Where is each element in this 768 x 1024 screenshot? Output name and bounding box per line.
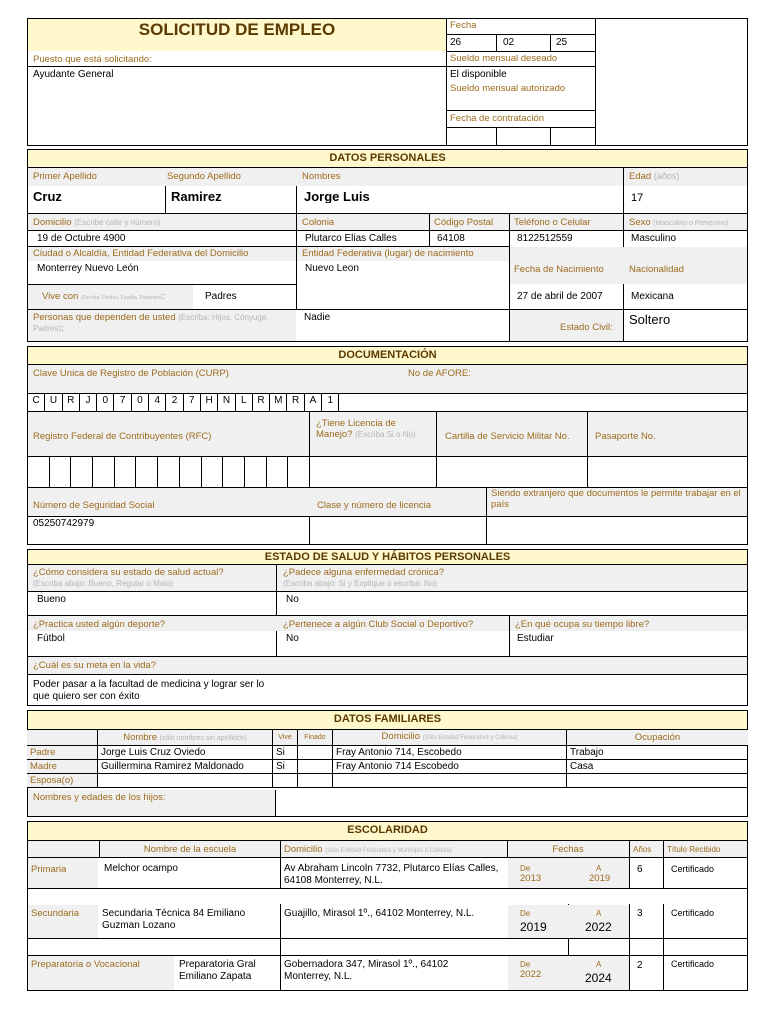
rfc-char-box[interactable] bbox=[202, 456, 224, 487]
fam-rel-padre: Padre bbox=[27, 746, 98, 760]
ciudad-field[interactable]: Monterrey Nuevo León bbox=[37, 263, 139, 274]
fam-vive-padre[interactable]: Si bbox=[273, 746, 298, 760]
esc-de-primaria[interactable]: 2013 bbox=[520, 873, 542, 884]
curp-char-box[interactable]: J bbox=[80, 393, 97, 411]
fecha-nac-field[interactable]: 27 de abril de 2007 bbox=[517, 291, 603, 302]
fam-finado-padre[interactable] bbox=[298, 746, 333, 760]
rfc-char-box[interactable] bbox=[223, 456, 245, 487]
clase-licencia-label: Clase y número de licencia bbox=[317, 500, 432, 511]
esc-nivel-secundaria: Secundaria bbox=[31, 908, 80, 919]
curp-char-box[interactable]: 2 bbox=[166, 393, 183, 411]
curp-char-box[interactable]: N bbox=[218, 393, 235, 411]
hijos-label: Nombres y edades de los hijos: bbox=[33, 792, 166, 803]
vive-con-label: Vive con (Escriba: Padres, Familia, Parientes): bbox=[42, 291, 165, 302]
esc-col-anios: Años bbox=[633, 845, 652, 854]
esc-col-domicilio: Domicilio (Sólo Entidad Federativa y Municipio o Colonia) bbox=[284, 844, 452, 855]
curp-char-box[interactable]: A bbox=[305, 393, 322, 411]
colonia-label: Colonia bbox=[302, 217, 335, 228]
salud-estado-field[interactable]: Bueno bbox=[37, 594, 66, 605]
primer-apellido-field[interactable]: Cruz bbox=[33, 191, 62, 203]
datos-personales-title: DATOS PERSONALES bbox=[28, 150, 747, 168]
esc-a-label-secundaria: A bbox=[596, 909, 602, 918]
salud-estado-label: ¿Cómo considera su estado de salud actual? bbox=[33, 567, 224, 578]
fam-domicilio-madre[interactable]: Fray Antonio 714 Escobedo bbox=[333, 760, 567, 774]
colonia-field[interactable]: Plutarco Elias Calles bbox=[305, 233, 397, 244]
fam-domicilio-esposa[interactable] bbox=[333, 774, 567, 788]
nacionalidad-label: Nacionalidad bbox=[629, 264, 684, 275]
esc-escuela-primaria[interactable]: Melchor ocampo bbox=[104, 863, 178, 874]
fam-col-finado: Finado bbox=[298, 730, 333, 746]
header-photo-area bbox=[595, 18, 748, 146]
dependientes-label: Personas que dependen de usted (Escriba: Hijos, Cónyuge, Padres): bbox=[33, 312, 269, 334]
sueldo-deseado-label: Sueldo mensual deseado bbox=[450, 53, 558, 64]
curp-boxes bbox=[28, 393, 748, 411]
curp-char-box[interactable]: 0 bbox=[97, 393, 114, 411]
fam-finado-madre[interactable] bbox=[298, 760, 333, 774]
licencia-label: ¿Tiene Licencia de Manejo? (Escriba Si o No) bbox=[316, 418, 416, 440]
esc-escuela-secundaria[interactable]: Secundaria Técnica 84 Emiliano Guzman Lozano bbox=[102, 908, 246, 931]
fecha-nac-label: Fecha de Nacimiento bbox=[514, 264, 604, 275]
meta-field[interactable]: Poder pasar a la facultad de medicina y lograr ser lo que quiero ser con éxito bbox=[33, 679, 265, 702]
domicilio-label: Domicilio (Escribe calle y número) bbox=[33, 217, 161, 228]
edad-field[interactable]: 17 bbox=[631, 192, 644, 204]
curp-char-box[interactable]: 4 bbox=[149, 393, 166, 411]
ciudad-label: Ciudad o Alcaldía, Entidad Federativa del Domicilio bbox=[33, 248, 249, 259]
curp-char-box[interactable]: 0 bbox=[132, 393, 149, 411]
table-row bbox=[27, 746, 748, 760]
esc-a-preparatoria[interactable]: 2024 bbox=[585, 971, 612, 985]
esc-domicilio-primaria[interactable]: Av Abraham Lincoln 7732, Plutarco Elías Calles, 64108 Monterrey, N.L. bbox=[284, 863, 499, 886]
esc-de-label-primaria: De bbox=[520, 864, 531, 873]
sueldo-deseado-field[interactable]: El disponible bbox=[450, 69, 507, 80]
nombres-label: Nombres bbox=[302, 171, 341, 182]
rfc-label: Registro Federal de Contribuyentes (RFC) bbox=[33, 431, 212, 442]
cartilla-label: Cartilla de Servicio Militar No. bbox=[445, 431, 570, 442]
curp-char-box[interactable]: 7 bbox=[184, 393, 201, 411]
fecha-label: Fecha bbox=[450, 20, 477, 31]
dependientes-field[interactable]: Nadie bbox=[304, 312, 331, 323]
club-label: ¿Pertenece a algún Club Social o Deportivo? bbox=[283, 619, 474, 630]
afore-label: No de AFORE: bbox=[408, 368, 471, 379]
fam-col-vive: Vive bbox=[273, 730, 298, 746]
pasaporte-label: Pasaporte No. bbox=[595, 431, 656, 442]
fam-nombre-esposa[interactable] bbox=[98, 774, 273, 788]
fam-col-domicilio: Domicilio (Sólo Entidad Federativa y Colonia) bbox=[333, 730, 567, 746]
curp-char-box[interactable]: U bbox=[45, 393, 62, 411]
curp-char-box[interactable]: H bbox=[201, 393, 218, 411]
puesto-field[interactable]: Ayudante General bbox=[33, 69, 114, 80]
fam-nombre-madre[interactable]: Guillermina Ramirez Maldonado bbox=[98, 760, 273, 774]
curp-char-box[interactable]: R bbox=[253, 393, 270, 411]
fam-col-nombre: Nombre (sólo nombres sin apellidos) bbox=[98, 730, 273, 746]
salud-title: ESTADO DE SALUD Y HÁBITOS PERSONALES bbox=[28, 550, 747, 565]
cronica-label: ¿Padece alguna enfermedad crónica? bbox=[283, 567, 445, 578]
cronica-hint: (Escriba abajo: Si y Explique o escriba: No) bbox=[283, 579, 437, 588]
curp-char-box[interactable]: R bbox=[288, 393, 305, 411]
deporte-field[interactable]: Fútbol bbox=[37, 633, 65, 644]
nombres-field[interactable]: Jorge Luis bbox=[304, 191, 370, 203]
sexo-field[interactable]: Masculino bbox=[631, 233, 677, 244]
telefono-field[interactable]: 8122512559 bbox=[517, 233, 573, 244]
fam-rel-madre: Madre bbox=[27, 760, 98, 774]
page-title: SOLICITUD DE EMPLEO bbox=[138, 20, 336, 39]
entidad-nac-label: Entidad Federativa (lugar) de nacimiento bbox=[302, 248, 474, 259]
estado-civil-label: Estado Civil: bbox=[560, 322, 613, 333]
esc-de-preparatoria[interactable]: 2022 bbox=[520, 969, 542, 980]
rfc-char-box[interactable] bbox=[50, 456, 72, 487]
esc-escuela-preparatoria[interactable]: Preparatoria Gral Emiliano Zapata bbox=[179, 959, 256, 982]
fecha-dia-field[interactable]: 26 bbox=[450, 37, 462, 48]
esc-domicilio-preparatoria[interactable]: Gobernadora 347, Mirasol 1º., 64102 Monterrey, N.L. bbox=[284, 959, 449, 982]
esc-col-fechas: Fechas bbox=[552, 844, 584, 855]
sueldo-autorizado-label: Sueldo mensual autorizado bbox=[450, 83, 566, 94]
sexo-label: Sexo (Masculino o Femenino) bbox=[629, 217, 729, 228]
curp-char-box[interactable]: 7 bbox=[115, 393, 132, 411]
rfc-char-box[interactable] bbox=[245, 456, 267, 487]
fam-col-ocupacion: Ocupación bbox=[567, 730, 749, 746]
fecha-anio-field[interactable]: 25 bbox=[556, 37, 568, 48]
esc-titulo-primaria[interactable]: Certificado bbox=[671, 864, 715, 874]
deporte-label: ¿Practica usted algún deporte? bbox=[33, 619, 166, 630]
rfc-char-box[interactable] bbox=[288, 456, 310, 487]
esc-de-label-secundaria: De bbox=[520, 909, 531, 918]
curp-char-box[interactable]: R bbox=[63, 393, 80, 411]
curp-char-box[interactable]: C bbox=[28, 393, 45, 411]
telefono-label: Teléfono o Celular bbox=[514, 217, 591, 228]
fecha-contratacion-label: Fecha de contratación bbox=[450, 113, 545, 124]
domicilio-field[interactable]: 19 de Octubre 4900 bbox=[37, 233, 126, 244]
curp-char-box[interactable]: 1 bbox=[322, 393, 339, 411]
esc-anios-primaria[interactable]: 6 bbox=[637, 864, 643, 875]
cp-label: Código Postal bbox=[434, 217, 494, 228]
cp-field[interactable]: 64108 bbox=[437, 233, 465, 244]
nss-field[interactable]: 05250742979 bbox=[33, 518, 95, 529]
curp-char-box[interactable]: M bbox=[270, 393, 287, 411]
esc-titulo-preparatoria[interactable]: Certificado bbox=[671, 959, 715, 969]
rfc-char-box[interactable] bbox=[158, 456, 180, 487]
familiares-title: DATOS FAMILIARES bbox=[28, 711, 747, 730]
esc-a-label-preparatoria: A bbox=[596, 960, 602, 969]
fam-nombre-padre[interactable]: Jorge Luis Cruz Oviedo bbox=[98, 746, 273, 760]
nss-label: Número de Seguridad Social bbox=[33, 500, 155, 511]
escolaridad-title: ESCOLARIDAD bbox=[28, 822, 747, 841]
vive-con-field[interactable]: Padres bbox=[205, 291, 237, 302]
salud-estado-hint: (Escriba abajo: Bueno, Regular o Malo) bbox=[33, 579, 174, 588]
fam-ocupacion-esposa[interactable] bbox=[567, 774, 749, 788]
edad-label: Edad (años) bbox=[629, 171, 680, 182]
esc-a-primaria[interactable]: 2019 bbox=[589, 873, 611, 884]
segundo-apellido-label: Segundo Apellido bbox=[167, 171, 241, 182]
rfc-char-box[interactable] bbox=[93, 456, 115, 487]
rfc-char-box[interactable] bbox=[267, 456, 289, 487]
curp-char-box[interactable]: L bbox=[236, 393, 253, 411]
rfc-char-box[interactable] bbox=[71, 456, 93, 487]
fam-ocupacion-madre[interactable]: Casa bbox=[567, 760, 749, 774]
puesto-label: Puesto que está solicitando: bbox=[33, 54, 152, 65]
fam-vive-madre[interactable]: Si bbox=[273, 760, 298, 774]
segundo-apellido-field[interactable]: Ramirez bbox=[171, 191, 222, 203]
documentacion-title: DOCUMENTACIÓN bbox=[28, 347, 747, 365]
entidad-nac-field[interactable]: Nuevo Leon bbox=[305, 263, 359, 274]
nacionalidad-field[interactable]: Mexicana bbox=[631, 291, 674, 302]
esc-nivel-preparatoria: Preparatoria o Vocacional bbox=[31, 959, 140, 970]
familiares-table bbox=[27, 729, 748, 788]
esc-anios-secundaria[interactable]: 3 bbox=[637, 908, 643, 919]
esc-a-label-primaria: A bbox=[596, 864, 602, 873]
esc-de-label-preparatoria: De bbox=[520, 960, 531, 969]
table-row bbox=[27, 774, 748, 788]
fam-domicilio-padre[interactable]: Fray Antonio 714, Escobedo bbox=[333, 746, 567, 760]
rfc-char-box[interactable] bbox=[136, 456, 158, 487]
table-row bbox=[27, 760, 748, 774]
meta-label: ¿Cuál es su meta en la vida? bbox=[33, 660, 157, 671]
esc-col-escuela: Nombre de la escuela bbox=[143, 844, 237, 855]
esc-a-secundaria[interactable]: 2022 bbox=[585, 920, 612, 934]
libre-label: ¿En qué ocupa su tiempo libre? bbox=[515, 619, 650, 630]
esc-nivel-primaria: Primaria bbox=[31, 864, 67, 875]
esc-titulo-secundaria[interactable]: Certificado bbox=[671, 908, 715, 918]
fam-rel-esposa: Esposa(o) bbox=[27, 774, 98, 788]
rfc-char-box[interactable] bbox=[28, 456, 50, 487]
estado-civil-field[interactable]: Soltero bbox=[629, 314, 671, 326]
libre-field[interactable]: Estudiar bbox=[517, 633, 554, 644]
rfc-char-box[interactable] bbox=[115, 456, 137, 487]
esc-domicilio-secundaria[interactable]: Guajillo, Mirasol 1º., 64102 Monterrey, N.L. bbox=[284, 908, 475, 919]
club-field[interactable]: No bbox=[286, 633, 299, 644]
esc-anios-preparatoria[interactable]: 2 bbox=[637, 960, 643, 971]
fecha-mes-field[interactable]: 02 bbox=[503, 37, 515, 48]
esc-col-titulo: Título Recibido bbox=[667, 845, 721, 854]
cronica-field[interactable]: No bbox=[286, 594, 299, 605]
rfc-boxes bbox=[28, 456, 310, 487]
extranjero-label: Siendo extranjero que documentos le permite trabajar en el país bbox=[491, 488, 741, 510]
fam-finado-esposa[interactable] bbox=[298, 774, 333, 788]
fam-ocupacion-padre[interactable]: Trabajo bbox=[567, 746, 749, 760]
esc-de-secundaria[interactable]: 2019 bbox=[520, 920, 547, 934]
curp-label: Clave Unica de Registro de Población (CURP) bbox=[33, 368, 229, 379]
fam-vive-esposa[interactable] bbox=[273, 774, 298, 788]
rfc-char-box[interactable] bbox=[180, 456, 202, 487]
primer-apellido-label: Primer Apellido bbox=[33, 171, 97, 182]
